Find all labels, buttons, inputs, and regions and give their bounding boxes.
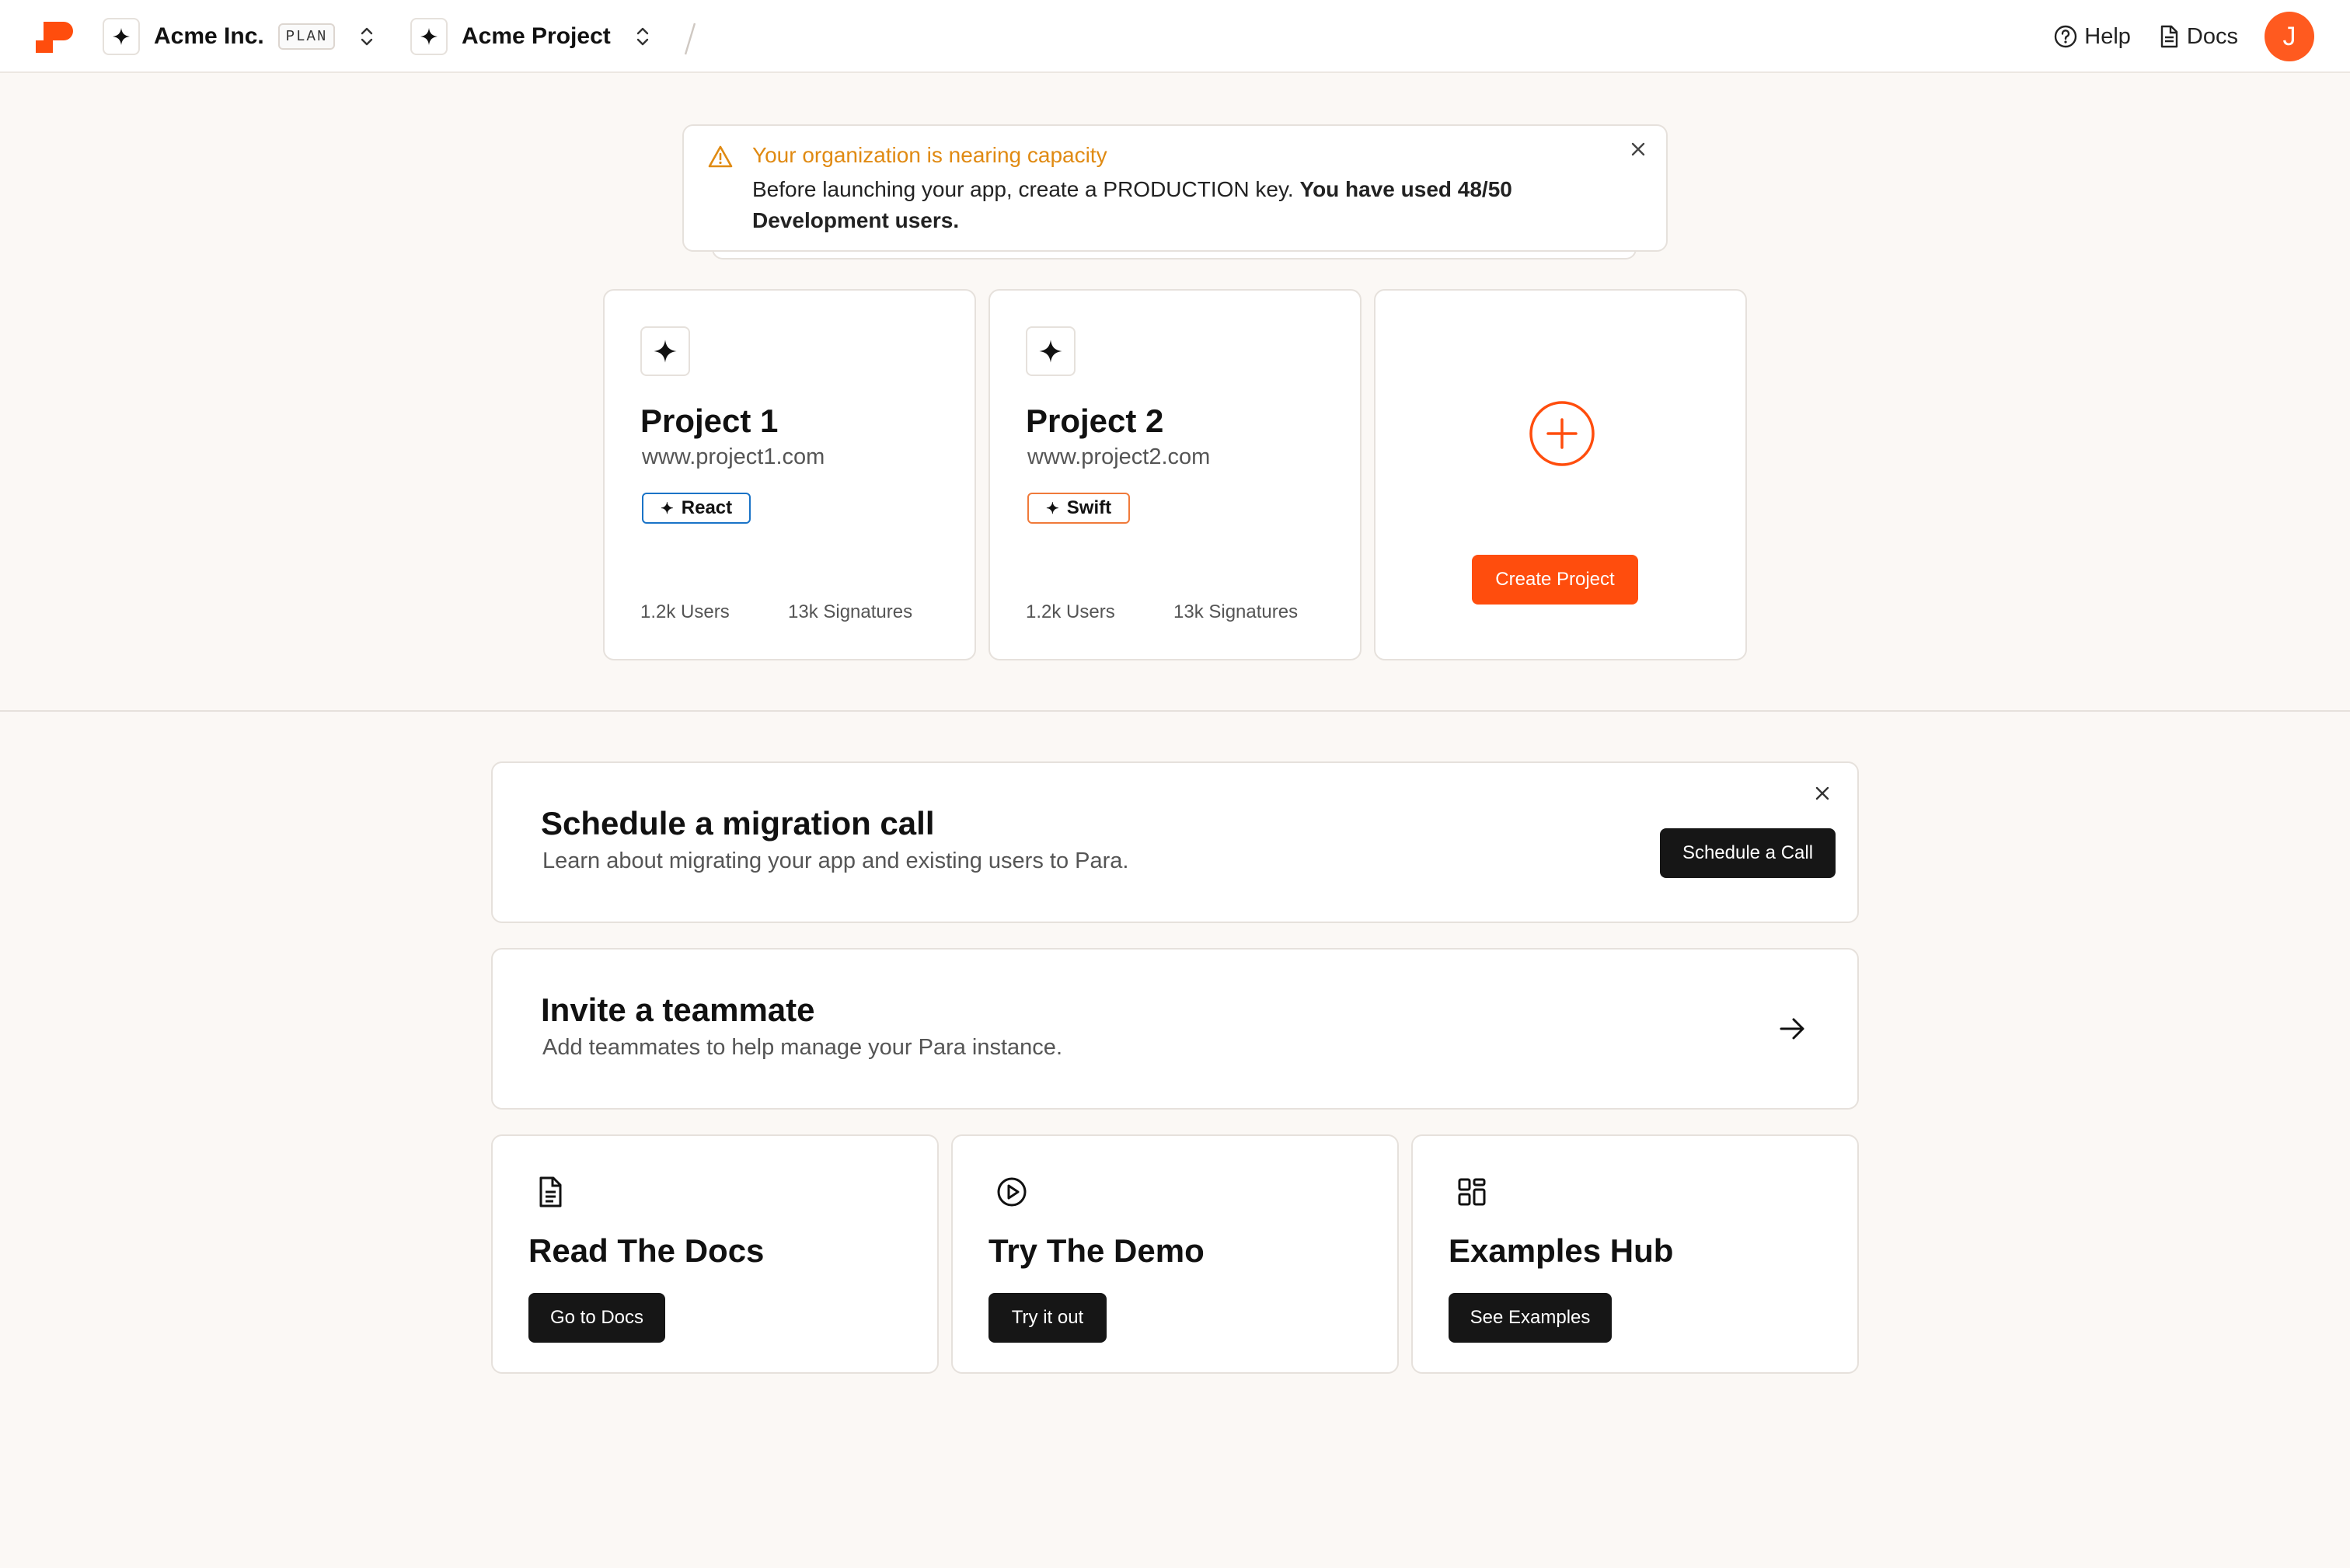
top-navigation-bar xyxy=(0,0,2350,73)
alert-body-text: Before launching your app, create a PRODUCTION key. xyxy=(752,177,1294,201)
invite-subtitle: Add teammates to help manage your Para instance. xyxy=(542,1035,1062,1060)
framework-label: React xyxy=(681,497,733,518)
framework-label: Swift xyxy=(1066,497,1112,518)
resource-title: Examples Hub xyxy=(1449,1232,1674,1269)
schedule-call-button[interactable]: Schedule a Call xyxy=(1660,828,1836,878)
chevron-up-down-icon[interactable] xyxy=(358,25,375,48)
framework-badge xyxy=(642,493,751,524)
try-it-out-button[interactable]: Try it out xyxy=(988,1293,1107,1343)
examples-hub-card xyxy=(1411,1134,1859,1374)
docs-link[interactable] xyxy=(2157,24,2238,50)
sparkle-icon xyxy=(410,18,448,55)
alert-usage-text: You have used 48/50 Development users. xyxy=(752,177,1512,232)
play-circle-icon xyxy=(995,1175,1029,1209)
capacity-alert xyxy=(682,124,1668,252)
sparkle-icon xyxy=(1026,326,1076,376)
create-project-button[interactable]: Create Project xyxy=(1472,555,1638,605)
users-count: 1.2k Users xyxy=(1026,601,1115,622)
project-title: Project 2 xyxy=(1026,402,1164,439)
project-name: Acme Project xyxy=(462,23,611,49)
project-url: www.project2.com xyxy=(1027,444,1211,469)
sparkle-icon xyxy=(103,18,140,55)
para-logo[interactable] xyxy=(36,22,73,53)
grid-icon xyxy=(1455,1175,1489,1209)
arrow-right-icon[interactable] xyxy=(1776,1013,1808,1044)
alert-title: Your organization is nearing capacity xyxy=(752,143,1107,167)
see-examples-button[interactable]: See Examples xyxy=(1449,1293,1612,1343)
plan-badge: PLAN xyxy=(278,23,336,50)
sparkle-icon: ✦ xyxy=(661,500,674,517)
create-project-card[interactable] xyxy=(1374,289,1747,660)
resource-title: Try The Demo xyxy=(988,1232,1205,1269)
section-divider xyxy=(0,710,2350,712)
migration-call-card xyxy=(491,761,1859,923)
signatures-count: 13k Signatures xyxy=(788,601,913,622)
project-card[interactable] xyxy=(603,289,976,660)
user-avatar[interactable]: J xyxy=(2265,12,2314,61)
go-to-docs-button[interactable]: Go to Docs xyxy=(528,1293,665,1343)
help-circle-icon xyxy=(2053,24,2078,49)
project-card[interactable] xyxy=(988,289,1362,660)
docs-label: Docs xyxy=(2186,23,2238,49)
document-icon xyxy=(535,1175,566,1209)
help-label: Help xyxy=(2084,23,2131,49)
project-url: www.project1.com xyxy=(642,444,825,469)
signatures-count: 13k Signatures xyxy=(1173,601,1299,622)
project-title: Project 1 xyxy=(640,402,779,439)
alert-body xyxy=(752,174,1576,236)
users-count: 1.2k Users xyxy=(640,601,730,622)
warning-triangle-icon xyxy=(707,145,734,169)
sparkle-icon: ✦ xyxy=(1046,500,1059,517)
help-link[interactable] xyxy=(2053,24,2131,50)
invite-teammate-card[interactable] xyxy=(491,948,1859,1110)
close-icon xyxy=(1630,141,1647,158)
try-demo-card xyxy=(951,1134,1399,1374)
invite-title: Invite a teammate xyxy=(541,991,815,1028)
migration-subtitle: Learn about migrating your app and existing users to Para. xyxy=(542,848,1129,873)
sparkle-icon xyxy=(640,326,690,376)
project-switcher[interactable] xyxy=(410,0,651,73)
close-card-button[interactable] xyxy=(1814,785,1831,806)
document-icon xyxy=(2157,24,2181,49)
resource-title: Read The Docs xyxy=(528,1232,765,1269)
close-icon xyxy=(1814,785,1831,802)
organization-name: Acme Inc. xyxy=(154,23,264,49)
framework-badge xyxy=(1027,493,1130,524)
read-docs-card xyxy=(491,1134,939,1374)
breadcrumb-separator xyxy=(682,22,698,56)
plus-circle-icon[interactable] xyxy=(1528,399,1596,468)
close-alert-button[interactable] xyxy=(1624,135,1652,163)
migration-title: Schedule a migration call xyxy=(541,805,935,841)
organization-switcher[interactable] xyxy=(103,0,375,73)
chevron-up-down-icon[interactable] xyxy=(634,25,651,48)
